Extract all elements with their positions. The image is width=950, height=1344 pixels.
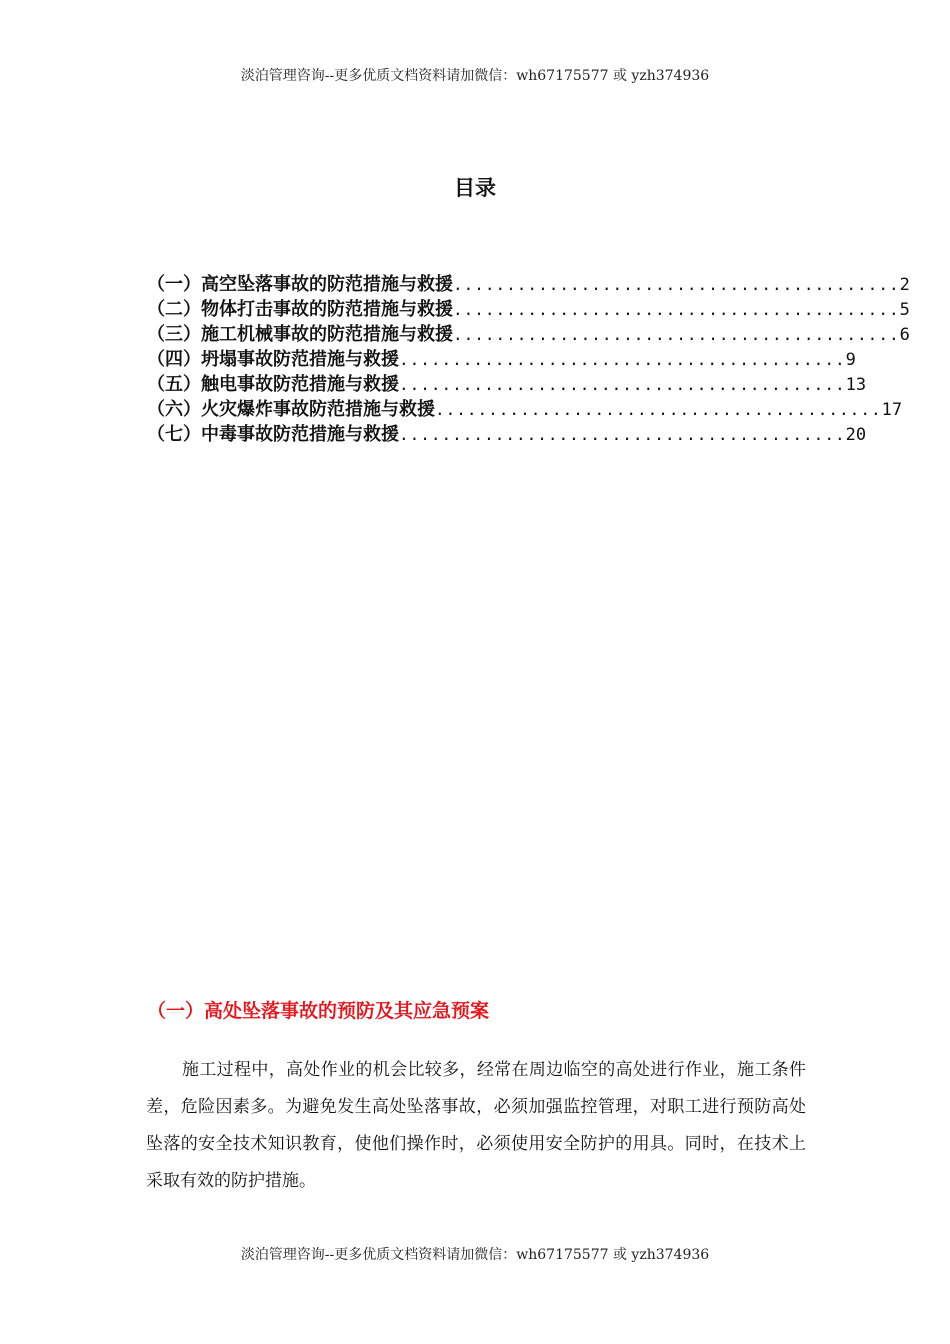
toc-entry-page: 5 [899,300,910,320]
toc-entry[interactable] [147,297,910,322]
toc-entry-label: （二）物体打击事故的防范措施与救援 [147,299,453,320]
toc-entry[interactable] [147,422,867,447]
toc-leader-dots: .......................................... [453,300,900,319]
toc-entry[interactable] [147,322,910,347]
toc-entry-label: （六）火灾爆炸事故防范措施与救援 [147,399,435,420]
toc-entry[interactable] [147,397,903,422]
toc-entry[interactable] [147,272,910,297]
toc-entry-page: 2 [899,275,910,295]
toc-leader-dots: .......................................... [399,350,846,369]
toc-entry[interactable] [147,372,867,397]
toc-entry-page: 6 [899,325,910,345]
toc-leader-dots: .......................................... [453,325,900,344]
toc-leader-dots: .......................................... [435,400,882,419]
toc-entry-page: 17 [881,400,903,420]
toc-leader-dots: .......................................... [453,275,900,294]
toc-entry-label: （四）坍塌事故防范措施与救援 [147,349,399,370]
toc-entry-page: 20 [845,425,867,445]
toc-entry-label: （五）触电事故防范措施与救援 [147,374,399,395]
toc-entry-page: 9 [845,350,856,370]
page-footer: 淡泊管理咨询--更多优质文档资料请加微信：wh67175577 或 yzh374936 [240,1247,710,1263]
toc-entry-page: 13 [845,375,867,395]
toc-entry-label: （三）施工机械事故的防范措施与救援 [147,324,453,345]
toc-leader-dots: .......................................... [399,425,846,444]
page-header: 淡泊管理咨询--更多优质文档资料请加微信：wh67175577 或 yzh374936 [240,68,710,84]
section-heading: （一）高处坠落事故的预防及其应急预案 [147,1000,490,1022]
body-paragraph: 施工过程中，高处作业的机会比较多，经常在周边临空的高处进行作业，施工条件差，危险因素多。为避免发生高处坠落事故，必须加强监控管理，对职工进行预防高处坠落的安全技术知识教育，使他们操作时，必须使用安全防护的用具。同时，在技术上采取有效的防护措施。 [146,1060,806,1191]
toc-entry[interactable] [147,347,856,372]
table-of-contents [147,272,910,447]
toc-entry-label: （七）中毒事故防范措施与救援 [147,424,399,445]
toc-title: 目录 [454,176,496,200]
toc-entry-label: （一）高空坠落事故的防范措施与救援 [147,274,453,295]
toc-leader-dots: .......................................... [399,375,846,394]
